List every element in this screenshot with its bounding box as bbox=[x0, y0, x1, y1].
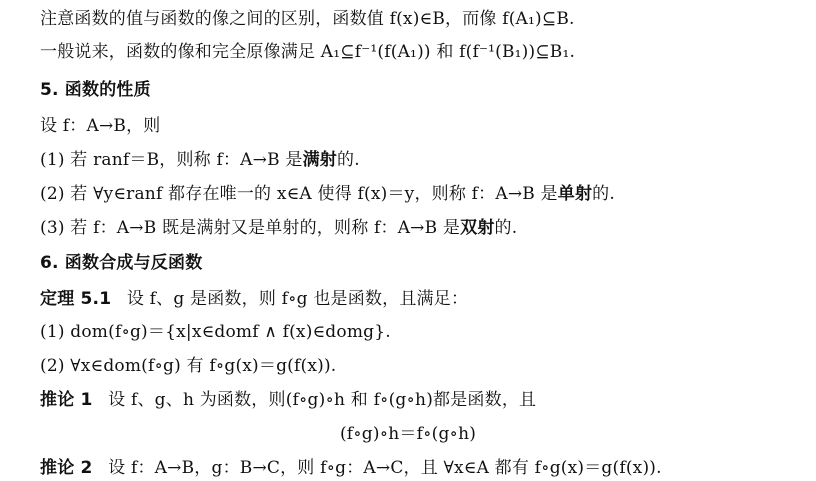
line-text: 一般说来，函数的像和完全原像满足 A₁⊆f⁻¹(f(A₁)) 和 f(f⁻¹(B₁))⊆B₁. bbox=[40, 42, 576, 62]
line-text: 的. bbox=[494, 218, 518, 238]
line-text: (1) dom(f∘g)＝{x|x∈domf ∧ f(x)∈domg}. bbox=[40, 322, 391, 342]
line-text: (3) 若 f：A→B 既是满射又是单射的，则称 f：A→B 是 bbox=[40, 218, 461, 238]
paragraph-line bbox=[40, 7, 806, 31]
line-text: 设 f：A→B，g：B→C，则 f∘g：A→C，且 ∀x∈A 都有 f∘g(x)＝g(f(x)). bbox=[108, 458, 662, 478]
list-item bbox=[40, 216, 806, 240]
section-heading bbox=[40, 251, 806, 275]
corollary-line bbox=[40, 456, 806, 480]
line-text: (2) ∀x∈dom(f∘g) 有 f∘g(x)＝g(f(x)). bbox=[40, 356, 337, 376]
line-text: 设 f、g、h 为函数，则(f∘g)∘h 和 f∘(g∘h)都是函数，且 bbox=[108, 390, 537, 410]
corollary-line bbox=[40, 388, 806, 412]
equation-text: (f∘g)∘h＝f∘(g∘h) bbox=[339, 424, 477, 444]
term-bold: 满射 bbox=[302, 150, 338, 170]
paragraph-line bbox=[40, 40, 806, 64]
term-bold: 双射 bbox=[460, 218, 495, 238]
line-text: 的. bbox=[592, 184, 615, 204]
list-item bbox=[40, 320, 806, 344]
theorem-label: 定理 5.1 bbox=[40, 289, 112, 309]
line-text: 注意函数的值与函数的像之间的区别，函数值 f(x)∈B，而像 f(A₁)⊆B. bbox=[40, 9, 575, 29]
line-text: (1) 若 ranf＝B，则称 f：A→B 是 bbox=[40, 150, 303, 170]
corollary-label: 推论 1 bbox=[40, 390, 93, 410]
theorem-line bbox=[40, 287, 806, 311]
line-text: 设 f、g 是函数，则 f∘g 也是函数，且满足： bbox=[126, 289, 469, 309]
display-equation bbox=[0, 422, 816, 446]
list-item bbox=[40, 354, 806, 378]
list-item bbox=[40, 148, 806, 172]
list-item bbox=[40, 182, 806, 206]
term-bold: 单射 bbox=[557, 184, 593, 204]
corollary-label: 推论 2 bbox=[40, 458, 93, 478]
line-text: 的. bbox=[337, 150, 360, 170]
line-text: (2) 若 ∀y∈ranf 都存在唯一的 x∈A 使得 f(x)＝y，则称 f：A→B 是 bbox=[40, 184, 558, 204]
line-text: 设 f：A→B，则 bbox=[40, 116, 161, 136]
section-title: 5. 函数的性质 bbox=[40, 80, 151, 100]
paragraph-line bbox=[40, 114, 806, 138]
section-title: 6. 函数合成与反函数 bbox=[40, 253, 203, 273]
section-heading bbox=[40, 78, 806, 102]
